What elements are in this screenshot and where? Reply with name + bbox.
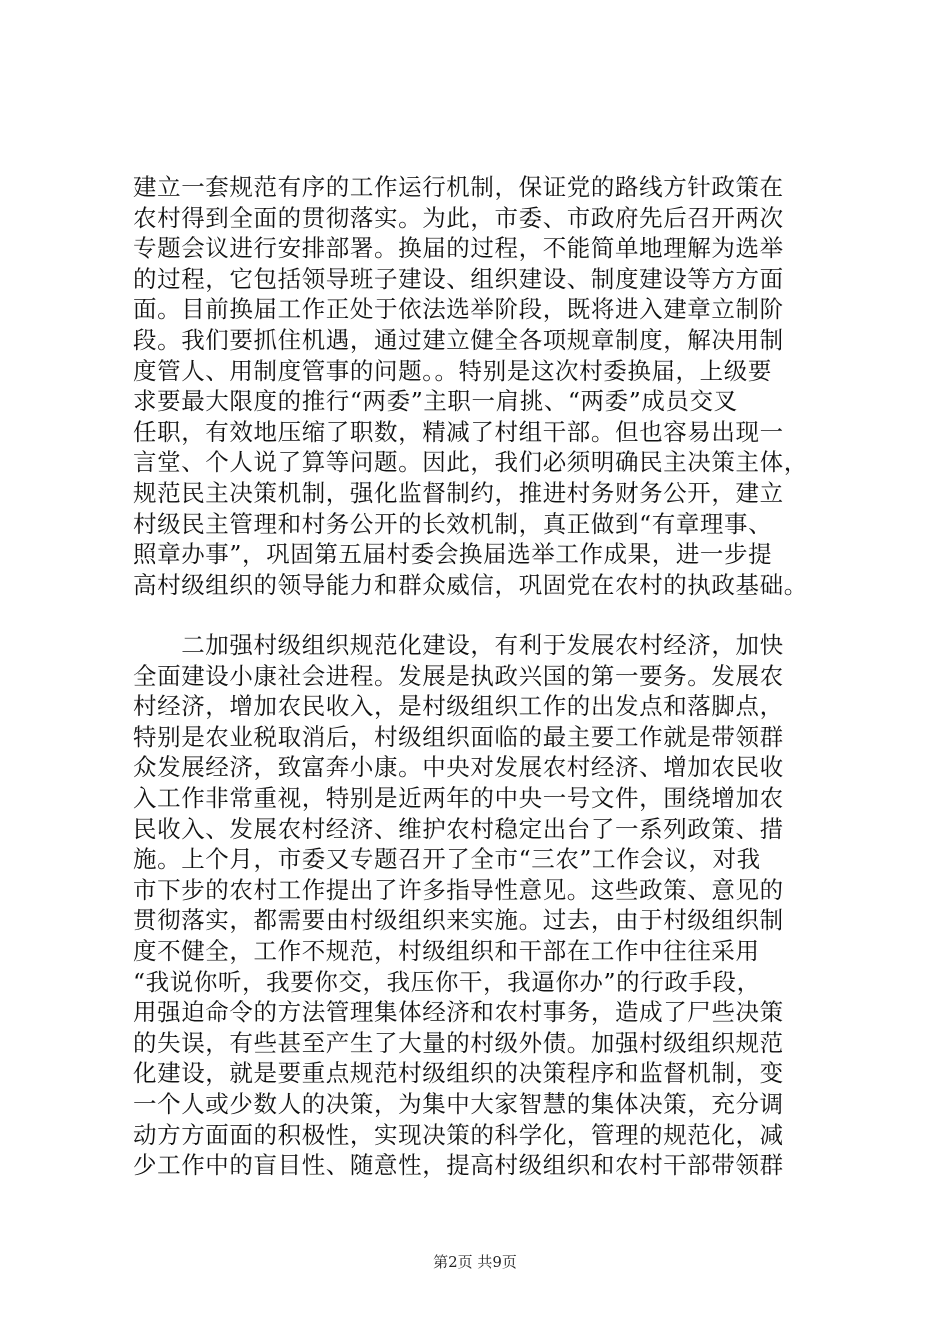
page-footer: 第2页 共9页	[433, 1253, 517, 1271]
text-line: 专题会议进行安排部署。换届的过程，不能简单地理解为选举	[133, 234, 784, 263]
text-line: 入工作非常重视，特别是近两年的中央一号文件，围绕增加农	[133, 783, 784, 812]
text-line: 众发展经济，致富奔小康。中央对发展农村经济、增加农民收	[133, 753, 784, 782]
text-line: 照章办事”，巩固第五届村委会换届选举工作成果，进一步提	[133, 540, 773, 569]
text-line: 农村得到全面的贯彻落实。为此，市委、市政府先后召开两次	[133, 203, 784, 232]
text-line: 规范民主决策机制，强化监督制约，推进村务财务公开，建立	[133, 478, 784, 507]
text-line: 建立一套规范有序的工作运行机制，保证党的路线方针政策在	[133, 173, 784, 201]
text-line: 段。我们要抓住机遇，通过建立健全各项规章制度，解决用制	[133, 325, 784, 354]
text-line: 贯彻落实，都需要由村级组织来实施。过去，由于村级组织制	[133, 906, 784, 935]
text-line: 村级民主管理和村务公开的长效机制，真正做到“有章理事、	[133, 509, 773, 538]
text-line: 言堂、个人说了算等问题。因此，我们必须明确民主决策主体，	[133, 448, 808, 477]
text-line: 全面建设小康社会进程。发展是执政兴国的第一要务。发展农	[133, 661, 784, 690]
body-paragraph-1	[133, 172, 833, 600]
text-line: 度不健全，工作不规范，村级组织和干部在工作中往往采用	[133, 936, 760, 965]
text-line: 少工作中的盲目性、随意性，提高村级组织和农村干部带领群	[133, 1151, 784, 1180]
text-line: 度管人、用制度管事的问题。。特别是这次村委换届，上级要	[133, 356, 772, 385]
text-line: 化建设，就是要重点规范村级组织的决策程序和监督机制，变	[133, 1059, 784, 1088]
text-line: 用强迫命令的方法管理集体经济和农村事务，造成了尸些决策	[133, 998, 784, 1027]
text-line: 一个人或少数人的决策，为集中大家智慧的集体决策，充分调	[133, 1089, 784, 1118]
text-line: 二加强村级组织规范化建设，有利于发展农村经济，加快	[133, 631, 784, 659]
text-line: “我说你听，我要你交，我压你干，我逼你办”的行政手段，	[133, 967, 761, 996]
text-line: 的失误，有些甚至产生了大量的村级外债。加强村级组织规范	[133, 1028, 784, 1057]
text-line: 高村级组织的领导能力和群众威信，巩固党在农村的执政基础。	[133, 570, 808, 599]
text-line: 求要最大限度的推行“两委”主职一肩挑、“两委”成员交叉	[133, 387, 738, 416]
text-line: 动方方面面的积极性，实现决策的科学化，管理的规范化，减	[133, 1120, 784, 1149]
text-line: 面。目前换届工作正处于依法选举阶段，既将进入建章立制阶	[133, 295, 784, 324]
text-line: 施。上个月，市委又专题召开了全市“三农”工作会议，对我	[133, 845, 761, 874]
text-line: 市下步的农村工作提出了许多指导性意见。这些政策、意见的	[133, 875, 784, 904]
text-line: 村经济，增加农民收入，是村级组织工作的出发点和落脚点，	[133, 692, 784, 721]
text-line: 任职，有效地压缩了职数，精减了村组干部。但也容易出现一	[133, 417, 784, 446]
text-line: 的过程，它包括领导班子建设、组织建设、制度建设等方方面	[133, 264, 784, 293]
text-line: 民收入、发展农村经济、维护农村稳定出台了一系列政策、措	[133, 814, 784, 843]
body-paragraph-2	[133, 630, 833, 1181]
text-line: 特别是农业税取消后，村级组织面临的最主要工作就是带领群	[133, 722, 784, 751]
